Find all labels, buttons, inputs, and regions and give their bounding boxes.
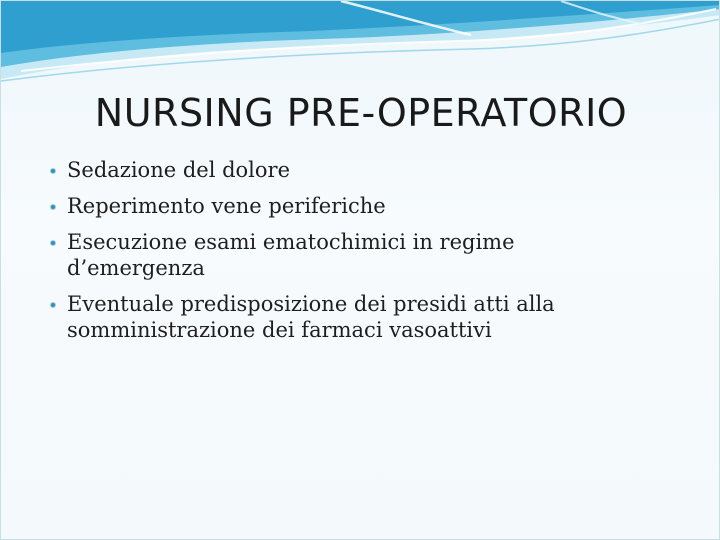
list-item	[49, 157, 649, 183]
bullet-list	[49, 157, 649, 353]
bullet-text: Eventuale predisposizione dei presidi atti alla somministrazione dei farmaci vasoattivi	[67, 292, 555, 342]
bullet-dot-icon	[51, 205, 55, 209]
list-item	[49, 291, 649, 343]
bullet-text: Reperimento vene periferiche	[67, 194, 386, 218]
page-title: NURSING PRE-OPERATORIO	[94, 91, 628, 135]
header-wave-decoration	[1, 1, 720, 91]
bullet-text: Sedazione del dolore	[67, 158, 291, 182]
bullet-dot-icon	[51, 303, 55, 307]
bullet-dot-icon	[51, 169, 55, 173]
bullet-text: Esecuzione esami ematochimici in regime d’emergenza	[67, 230, 515, 280]
list-item	[49, 193, 649, 219]
list-item	[49, 229, 649, 281]
bullet-dot-icon	[51, 241, 55, 245]
